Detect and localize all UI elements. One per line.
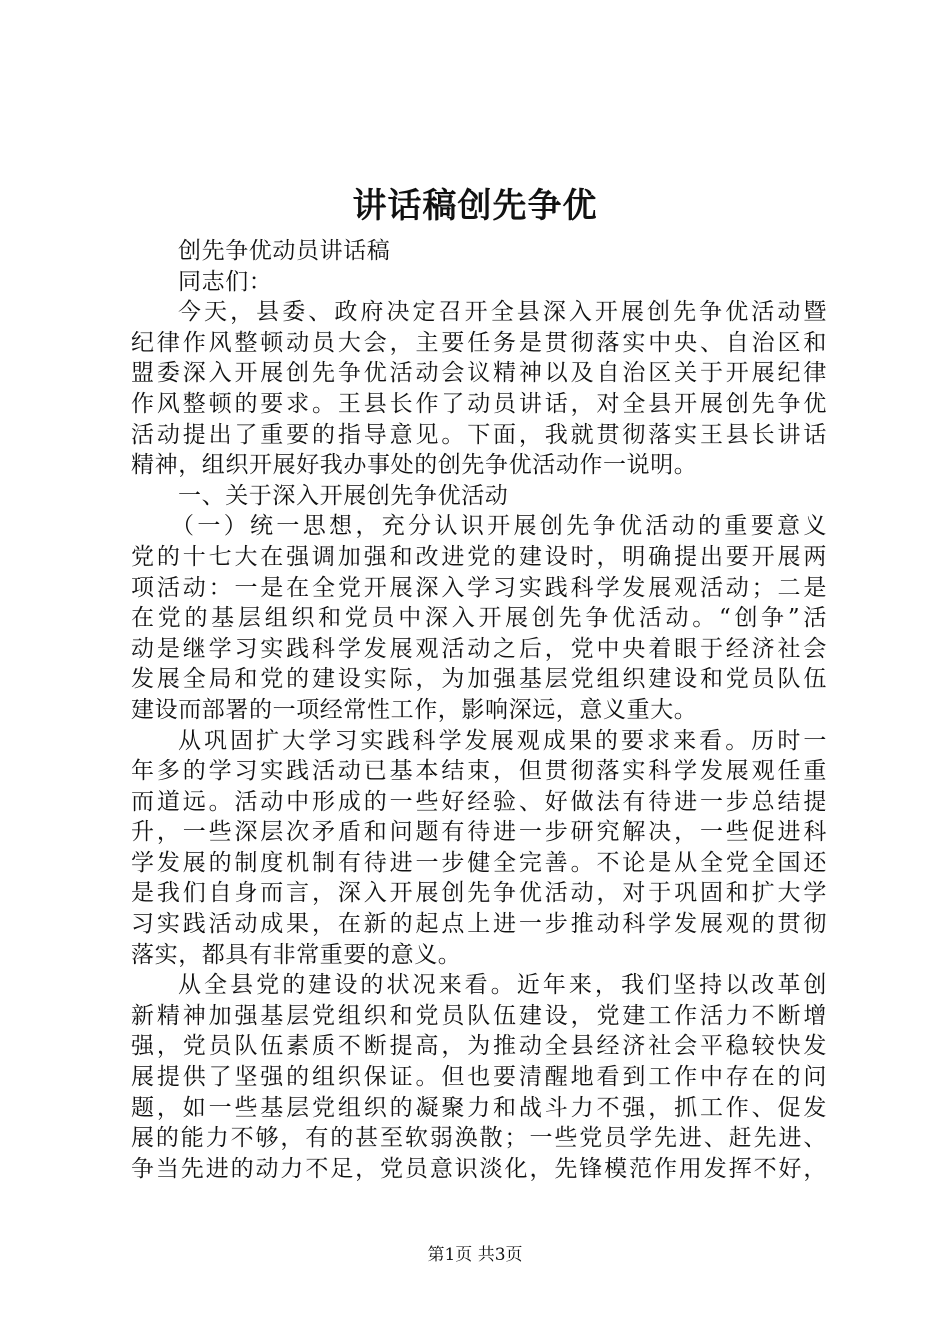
salutation-line: 同志们： [178,268,273,295]
text-line: 盟委深入开展创先争优活动会议精神以及自治区关于开展纪律 [131,360,827,387]
text-line: 活动提出了重要的指导意见。下面，我就贯彻落实王县长讲话 [131,421,827,448]
document-title: 讲话稿创先争优 [352,186,598,226]
text-line: 纪律作风整顿动员大会，主要任务是贯彻落实中央、自治区和 [131,329,827,356]
text-line: 争当先进的动力不足，党员意识淡化，先锋模范作用发挥不好， [131,1155,827,1182]
document-body [131,236,827,1184]
text-line: 项活动：一是在全党开展深入学习实践科学发展观活动；二是 [131,574,827,601]
text-line: 发展全局和党的建设实际，为加强基层党组织建设和党员队伍 [131,666,827,693]
text-line: 年多的学习实践活动已基本结束，但贯彻落实科学发展观任重 [131,758,827,785]
text-line: 题，如一些基层党组织的凝聚力和战斗力不强，抓工作、促发 [131,1094,827,1121]
text-line: 习实践活动成果，在新的起点上进一步推动科学发展观的贯彻 [131,911,827,938]
text-line: 学发展的制度机制有待进一步健全完善。不论是从全党全国还 [131,849,827,876]
text-line: 党的十七大在强调加强和改进党的建设时，明确提出要开展两 [131,543,827,570]
text-line: 强，党员队伍素质不断提高，为推动全县经济社会平稳较快发 [131,1033,827,1060]
text-line: 今天，县委、政府决定召开全县深入开展创先争优活动暨 [178,299,827,326]
subtitle-line: 创先争优动员讲话稿 [178,238,391,264]
page-number: 第1页 共3页 [427,1245,523,1265]
text-line: 展的能力不够，有的甚至软弱涣散；一些党员学先进、赶先进、 [131,1125,827,1152]
text-line: 是我们自身而言，深入开展创先争优活动，对于巩固和扩大学 [131,880,827,907]
text-line: 从全县党的建设的状况来看。近年来，我们坚持以改革创 [178,972,827,999]
section-heading: 一、关于深入开展创先争优活动 [178,482,509,509]
text-line: 展提供了坚强的组织保证。但也要清醒地看到工作中存在的问 [131,1064,827,1091]
text-line: 升，一些深层次矛盾和问题有待进一步研究解决，一些促进科 [131,819,827,846]
text-line: 建设而部署的一项经常性工作，影响深远，意义重大。 [131,696,698,723]
subsection-heading: （一）统一思想，充分认识开展创先争优活动的重要意义 [171,513,827,540]
text-line: 动是继学习实践科学发展观活动之后，党中央着眼于经济社会 [131,635,827,662]
text-line: 而道远。活动中形成的一些好经验、好做法有待进一步总结提 [131,788,827,815]
text-line: 落实，都具有非常重要的意义。 [131,941,462,968]
text-line: 从巩固扩大学习实践科学发展观成果的要求来看。历时一 [178,727,827,754]
text-line: 精神，组织开展好我办事处的创先争优活动作一说明。 [131,452,698,479]
text-line: 作风整顿的要求。王县长作了动员讲话，对全县开展创先争优 [131,390,827,417]
text-line: 新精神加强基层党组织和党员队伍建设，党建工作活力不断增 [131,1002,827,1029]
text-line: 在党的基层组织和党员中深入开展创先争优活动。“创争”活 [131,605,827,632]
